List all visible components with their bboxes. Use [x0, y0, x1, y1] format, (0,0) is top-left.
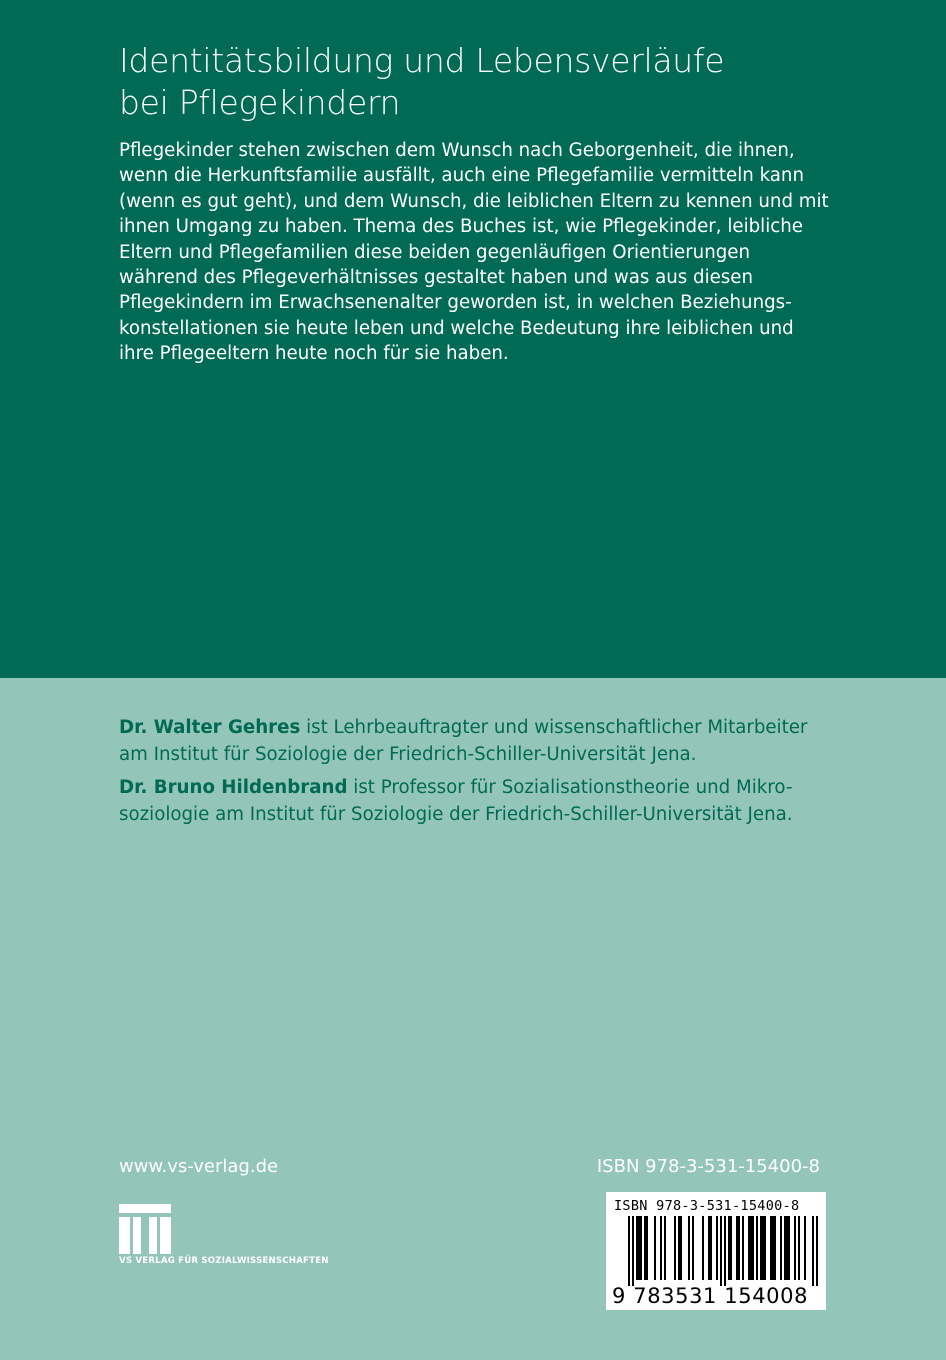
book-blurb	[119, 138, 839, 367]
barcode-bar	[678, 1216, 680, 1280]
barcode-bar	[710, 1216, 712, 1280]
barcode-bar	[716, 1216, 718, 1280]
publisher-url[interactable]: www.vs-verlag.de	[119, 1156, 279, 1177]
barcode-bar	[762, 1216, 764, 1280]
barcode-bar	[750, 1216, 752, 1280]
barcode-bar	[730, 1216, 732, 1280]
barcode-bar	[812, 1216, 814, 1286]
barcode-bar	[786, 1216, 788, 1280]
author-bio-gehres	[119, 714, 839, 768]
barcode-bar	[628, 1216, 630, 1286]
logo-caption: VS VERLAG FÜR SOZIALWISSENSCHAFTEN	[119, 1256, 329, 1266]
barcode-bar	[760, 1216, 762, 1280]
isbn-barcode	[606, 1192, 826, 1310]
barcode-bar	[708, 1216, 710, 1280]
barcode-bar	[738, 1216, 740, 1280]
barcode-bar	[816, 1216, 818, 1286]
blurb-line: Pflegekindern im Erwachsenenalter geworden ist, in welchen Beziehungs-	[119, 292, 792, 314]
barcode-bar	[680, 1216, 682, 1280]
barcode-bar	[804, 1216, 806, 1280]
publisher-logo	[119, 1204, 329, 1274]
barcode-bar	[692, 1216, 694, 1280]
barcode-bar	[724, 1216, 726, 1286]
author-bio-hildenbrand	[119, 774, 839, 828]
barcode-bar	[794, 1216, 796, 1280]
barcode-bar	[674, 1216, 676, 1280]
barcode-bar	[748, 1216, 750, 1280]
barcode-bar	[780, 1216, 782, 1280]
barcode-isbn-text: ISBN 978-3-531-15400-8	[614, 1198, 800, 1214]
barcode-bar	[664, 1216, 666, 1280]
barcode-bar	[636, 1216, 638, 1280]
barcode-bar	[654, 1216, 656, 1280]
barcode-bar	[742, 1216, 744, 1280]
barcode-bar	[638, 1216, 640, 1280]
book-title	[119, 40, 839, 124]
blurb-line: (wenn es gut geht), und dem Wunsch, die leiblichen Eltern zu kennen und mit	[119, 190, 829, 212]
barcode-bar	[756, 1216, 758, 1280]
barcode-bar	[752, 1216, 754, 1280]
author-bio-line: soziologie am Institut für Soziologie der Friedrich-Schiller-Universität Jena.	[119, 804, 793, 825]
barcode-bar	[736, 1216, 738, 1280]
barcode-digits: 9 783531 154008	[612, 1284, 809, 1308]
barcode-bar	[764, 1216, 766, 1280]
barcode-bar	[646, 1216, 648, 1280]
author-bio-line	[119, 714, 839, 741]
author-name: Dr. Walter Gehres	[119, 717, 301, 738]
barcode-bar	[798, 1216, 800, 1280]
barcode-bar	[774, 1216, 776, 1280]
barcode-bar	[784, 1216, 786, 1280]
barcode-bar	[632, 1216, 634, 1286]
author-name: Dr. Bruno Hildenbrand	[119, 777, 348, 798]
barcode-bar	[702, 1216, 704, 1280]
barcode-bar	[772, 1216, 774, 1280]
barcode-bar	[644, 1216, 646, 1280]
blurb-line: ihre Pflegeeltern heute noch für sie haben.	[119, 343, 509, 365]
author-bio-line: am Institut für Soziologie der Friedrich-Schiller-Universität Jena.	[119, 744, 697, 765]
title-line-1: Identitätsbildung und Lebensverläufe	[119, 41, 725, 80]
blurb-line: Eltern und Pflegefamilien diese beiden gegenläufigen Orientierungen	[119, 241, 750, 263]
barcode-bar	[640, 1216, 642, 1280]
title-line-2: bei Pflegekindern	[119, 83, 401, 122]
barcode-bar	[788, 1216, 790, 1280]
barcode-bar	[720, 1216, 722, 1286]
author-bio-text: ist Lehrbeauftragter und wissenschaftlicher Mitarbeiter	[300, 717, 808, 738]
barcode-bar	[770, 1216, 772, 1280]
blurb-line: ihnen Umgang zu haben. Thema des Buches ist, wie Pflegekinder, leibliche	[119, 216, 803, 238]
isbn-label: ISBN 978-3-531-15400-8	[596, 1156, 820, 1177]
blurb-line: wenn die Herkunftsfamilie ausfällt, auch eine Pflegefamilie vermitteln kann	[119, 165, 804, 187]
blurb-line: während des Pflegeverhältnisses gestaltet haben und was aus diesen	[119, 267, 754, 289]
author-bio-text: ist Professor für Sozialisationstheorie und Mikro-	[347, 777, 793, 798]
barcode-bar	[688, 1216, 690, 1280]
author-bio-line	[119, 774, 839, 801]
barcode-bar	[728, 1216, 730, 1280]
blurb-line: Pflegekinder stehen zwischen dem Wunsch nach Geborgenheit, die ihnen,	[119, 140, 795, 161]
vs-logo-icon	[119, 1204, 179, 1254]
barcode-bar	[660, 1216, 662, 1280]
blurb-line: konstellationen sie heute leben und welche Bedeutung ihre leiblichen und	[119, 317, 794, 339]
